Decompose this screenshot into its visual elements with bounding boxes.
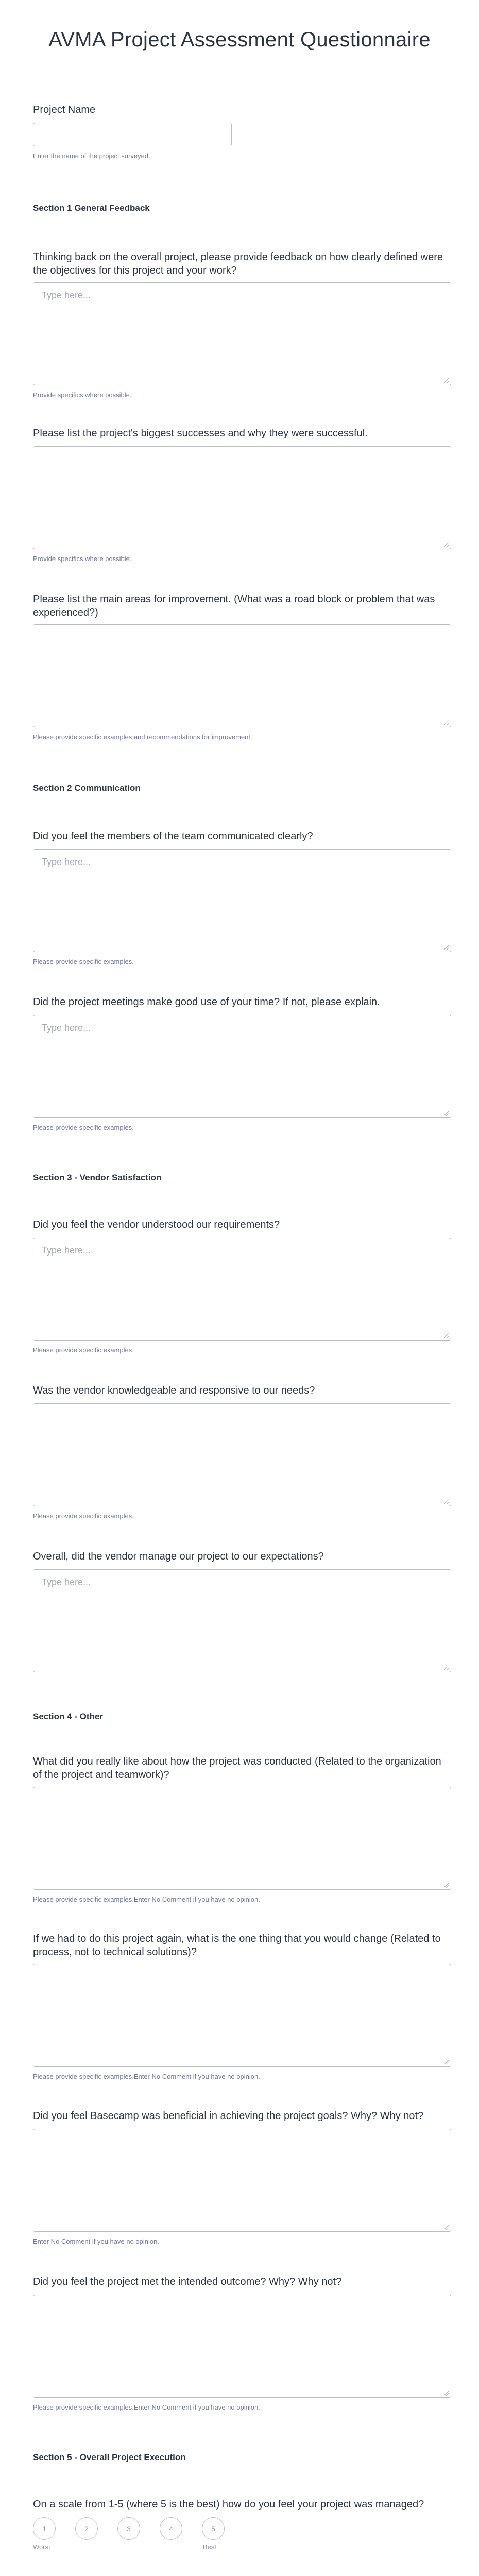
question-successes bbox=[33, 427, 451, 564]
resize-handle-icon[interactable] bbox=[444, 945, 449, 950]
question-sublabel: Please provide specific examples.Enter No Comment if you have no opinion. bbox=[33, 2403, 260, 2411]
rating-scale-labels bbox=[33, 2543, 451, 2552]
question-label: Did you feel Basecamp was beneficial in achieving the project goals? Why? Why not? bbox=[33, 2110, 424, 2122]
answer-textarea[interactable] bbox=[33, 1015, 451, 1118]
question-objectives bbox=[33, 250, 451, 400]
answer-textarea[interactable] bbox=[33, 1569, 451, 1672]
resize-handle-icon[interactable] bbox=[444, 1111, 449, 1116]
question-improvements bbox=[33, 592, 451, 742]
question-label: Did you feel the project met the intended outcome? Why? Why not? bbox=[33, 2276, 342, 2287]
answer-textarea[interactable] bbox=[33, 1787, 451, 1890]
question-change bbox=[33, 1932, 451, 2081]
question-vendor-responsive bbox=[33, 1384, 451, 1521]
question-vendor-expectations bbox=[33, 1550, 451, 1672]
star-rating bbox=[33, 2517, 451, 2540]
rating-option-3[interactable]: 3 bbox=[117, 2517, 140, 2540]
question-sublabel: Provide specifics where possible. bbox=[33, 555, 132, 563]
question-label: Did you feel the members of the team communicated clearly? bbox=[33, 831, 313, 842]
resize-handle-icon[interactable] bbox=[444, 720, 449, 725]
section-4-title: Section 4 - Other bbox=[33, 1711, 104, 1721]
rating-option-2[interactable]: 2 bbox=[75, 2517, 98, 2540]
resize-handle-icon[interactable] bbox=[444, 378, 449, 383]
resize-handle-icon[interactable] bbox=[444, 1499, 449, 1504]
answer-textarea[interactable] bbox=[33, 282, 451, 385]
question-label: Did the project meetings make good use of your time? If not, please explain. bbox=[33, 996, 380, 1008]
answer-textarea[interactable] bbox=[33, 2129, 451, 2232]
question-label: Was the vendor knowledgeable and responsive to our needs? bbox=[33, 1385, 315, 1396]
answer-textarea[interactable] bbox=[33, 1238, 451, 1341]
question-sublabel: Please provide specific examples and recommendations for improvement. bbox=[33, 733, 252, 741]
textarea-placeholder: Type here... bbox=[42, 1245, 91, 1256]
answer-textarea[interactable] bbox=[33, 624, 451, 727]
question-label: What did you really like about how the project was conducted (Related to the organization of the project and teamwork)? bbox=[33, 1756, 441, 1781]
rating-option-4[interactable]: 4 bbox=[160, 2517, 182, 2540]
project-name-field bbox=[33, 103, 232, 161]
question-basecamp bbox=[33, 2109, 451, 2246]
textarea-placeholder: Type here... bbox=[42, 1023, 91, 1033]
question-label: Please list the main areas for improvement. (What was a road block or problem that was experienced?) bbox=[33, 594, 435, 618]
question-label: Please list the project's biggest successes and why they were successful. bbox=[33, 428, 368, 439]
question-vendor-requirements bbox=[33, 1218, 451, 1355]
answer-textarea[interactable] bbox=[33, 1964, 451, 2067]
answer-textarea[interactable] bbox=[33, 849, 451, 952]
answer-textarea[interactable] bbox=[33, 1403, 451, 1506]
resize-handle-icon[interactable] bbox=[444, 1883, 449, 1888]
question-sublabel: Please provide specific examples. bbox=[33, 958, 134, 965]
rating-question-label: On a scale from 1-5 (where 5 is the best) how do you feel your project was managed? bbox=[33, 2499, 424, 2510]
rating-managed bbox=[33, 2498, 451, 2552]
resize-handle-icon[interactable] bbox=[444, 1665, 449, 1670]
textarea-placeholder: Type here... bbox=[42, 290, 91, 300]
rating-worst-label: Worst bbox=[33, 2543, 50, 2551]
form-header bbox=[0, 0, 479, 80]
question-team-communication bbox=[33, 829, 451, 967]
resize-handle-icon[interactable] bbox=[444, 2225, 449, 2230]
section-3-title: Section 3 - Vendor Satisfaction bbox=[33, 1173, 162, 1182]
question-sublabel: Please provide specific examples. bbox=[33, 1124, 134, 1131]
resize-handle-icon[interactable] bbox=[444, 2060, 449, 2065]
form-body bbox=[0, 80, 479, 2576]
rating-best-label: Best bbox=[203, 2543, 217, 2551]
project-name-input[interactable] bbox=[33, 123, 232, 146]
answer-textarea[interactable] bbox=[33, 2295, 451, 2398]
question-label: Did you feel the vendor understood our requirements? bbox=[33, 1219, 280, 1230]
resize-handle-icon[interactable] bbox=[444, 1333, 449, 1338]
question-outcome bbox=[33, 2275, 451, 2412]
question-sublabel: Please provide specific examples.Enter No Comment if you have no opinion. bbox=[33, 1895, 260, 1903]
question-sublabel: Enter No Comment if you have no opinion. bbox=[33, 2238, 159, 2245]
question-sublabel: Provide specifics where possible. bbox=[33, 391, 132, 399]
question-liked bbox=[33, 1755, 451, 1904]
question-label: Overall, did the vendor manage our project to our expectations? bbox=[33, 1551, 324, 1562]
question-sublabel: Please provide specific examples.Enter No Comment if you have no opinion. bbox=[33, 2073, 260, 2080]
resize-handle-icon[interactable] bbox=[444, 2391, 449, 2396]
textarea-placeholder: Type here... bbox=[42, 857, 91, 867]
question-meetings bbox=[33, 995, 451, 1132]
question-label: Thinking back on the overall project, please provide feedback on how clearly defined were the objectives for this project and your work? bbox=[33, 251, 443, 276]
question-label: If we had to do this project again, what is the one thing that you would change (Related to process, not to technical solutions)? bbox=[33, 1933, 441, 1958]
section-1-title: Section 1 General Feedback bbox=[33, 203, 150, 213]
answer-textarea[interactable] bbox=[33, 446, 451, 549]
question-sublabel: Please provide specific examples. bbox=[33, 1346, 134, 1354]
resize-handle-icon[interactable] bbox=[444, 542, 449, 547]
question-sublabel: Please provide specific examples. bbox=[33, 1512, 134, 1520]
section-5-title: Section 5 - Overall Project Execution bbox=[33, 2452, 186, 2462]
project-name-sublabel: Enter the name of the project surveyed. bbox=[33, 152, 150, 160]
project-name-label: Project Name bbox=[33, 104, 96, 115]
rating-option-5[interactable]: 5 bbox=[202, 2517, 225, 2540]
rating-option-1[interactable]: 1 bbox=[33, 2517, 56, 2540]
form-title: AVMA Project Assessment Questionnaire bbox=[48, 28, 431, 51]
section-2-title: Section 2 Communication bbox=[33, 783, 141, 793]
textarea-placeholder: Type here... bbox=[42, 1577, 91, 1587]
